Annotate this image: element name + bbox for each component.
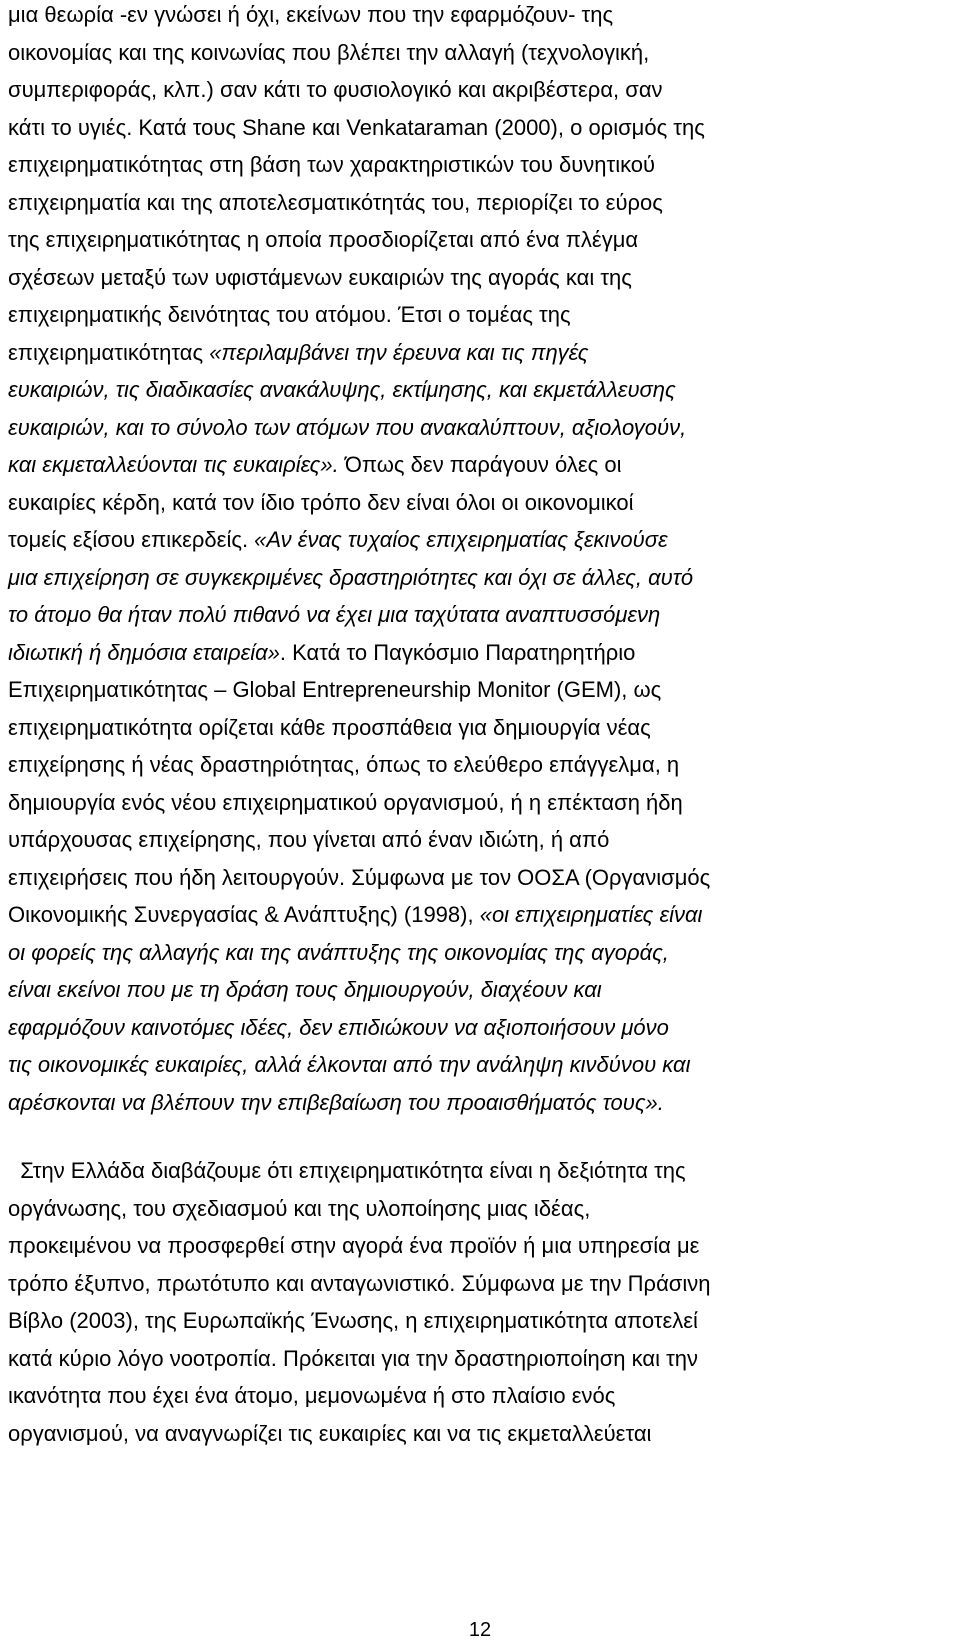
document-page (8, 0, 952, 1650)
text-run: επιχειρήσεις που ήδη λειτουργούν. Σύμφωνα με τον ΟΟΣΑ (Οργανισμός (8, 864, 711, 890)
text-run: επιχειρηματικότητα ορίζεται κάθε προσπάθεια για δημιουργία νέας (8, 714, 651, 740)
italic-text: «Αν ένας τυχαίος επιχειρηματίας ξεκινούσε (254, 527, 668, 552)
text-line (8, 827, 609, 853)
text-line (8, 2, 613, 28)
text-line (8, 452, 621, 478)
text-run: Βίβλο (2003), της Ευρωπαϊκής Ένωσης, η επιχειρηματικότητα αποτελεί (8, 1308, 698, 1333)
italic-text: και εκμεταλλεύονται τις ευκαιρίες». (8, 452, 339, 477)
text-run: υπάρχουσας επιχείρησης, που γίνεται από έναν ιδιώτη, ή από (8, 827, 610, 852)
text-line (8, 377, 676, 403)
italic-text: οι φορείς της αλλαγής και της ανάπτυξης της οικονομίας της αγοράς, (8, 939, 669, 965)
italic-text: αρέσκονται να βλέπουν την επιβεβαίωση του προαισθήματός τους». (8, 1089, 664, 1115)
text-line (8, 1233, 699, 1259)
text-line (8, 1090, 664, 1116)
text-run: οργάνωσης, του σχεδιασμού και της υλοποίησης μιας ιδέας, (8, 1195, 591, 1221)
text-run: Στην Ελλάδα διαβάζουμε ότι επιχειρηματικότητα είναι η δεξιότητα της (8, 1158, 686, 1183)
text-run: επιχείρησης ή νέας δραστηριότητας, όπως το ελεύθερο επάγγελμα, η (8, 752, 680, 777)
text-run: . Κατά το Παγκόσμιο Παρατηρητήριο (279, 639, 636, 665)
text-run: οργανισμού, να αναγνωρίζει τις ευκαιρίες και να τις εκμεταλλεύεται (8, 1420, 652, 1446)
text-run: Οικονομικής Συνεργασίας & Ανάπτυξης) (1998), (8, 902, 480, 927)
text-run: κάτι το υγιές. Κατά τους Shane και Venkataraman (2000), ο ορισμός της (8, 114, 705, 140)
page-number: 12 (468, 1619, 492, 1641)
text-run: τομείς εξίσου επικερδείς. (8, 527, 255, 552)
text-line (8, 602, 660, 628)
text-line (8, 227, 638, 253)
text-line (8, 77, 663, 103)
text-line (8, 490, 634, 516)
text-run: μια θεωρία -εν γνώσει ή όχι, εκείνων που την εφαρμόζουν- της (8, 2, 614, 27)
text-run: συμπεριφοράς, κλπ.) σαν κάτι το φυσιολογικό και ακριβέστερα, σαν (8, 77, 663, 102)
italic-text: ευκαιριών, και το σύνολο των ατόμων που ανακαλύπτουν, αξιολογούν, (8, 414, 687, 440)
italic-text: τις οικονομικές ευκαιρίες, αλλά έλκονται από την ανάληψη κινδύνου και (8, 1052, 691, 1077)
italic-text: το άτομο θα ήταν πολύ πιθανό να έχει μια ταχύτατα αναπτυσσόμενη (8, 602, 661, 627)
text-line (8, 752, 679, 778)
text-line (8, 865, 710, 891)
text-run: επιχειρηματικής δεινότητας του ατόμου. Έτσι ο τομέας της (8, 302, 571, 327)
text-line (8, 1421, 651, 1447)
text-line (8, 1271, 711, 1297)
italic-text: μια επιχείρηση σε συγκεκριμένες δραστηριότητες και όχι σε άλλες, αυτό (8, 564, 694, 590)
italic-text: εφαρμόζουν καινοτόμες ιδέες, δεν επιδιώκουν να αξιοποιήσουν μόνο (8, 1014, 669, 1040)
text-line (8, 265, 632, 291)
text-line (8, 565, 693, 591)
text-line (8, 415, 686, 441)
text-run: Όπως δεν παράγουν όλες οι (338, 452, 622, 477)
text-line (8, 1308, 698, 1334)
italic-text: είναι εκείνοι που με τη δράση τους δημιουργούν, διαχέουν και (8, 977, 602, 1002)
text-run: Επιχειρηματικότητας – Global Entrepreneurship Monitor (GEM), ως (8, 677, 662, 702)
text-run: ικανότητα που έχει ένα άτομο, μεμονωμένα ή στο πλαίσιο ενός (8, 1383, 616, 1408)
text-line (8, 1196, 590, 1222)
text-line (8, 115, 705, 141)
text-line (8, 302, 571, 328)
text-run: επιχειρηματικότητας (8, 339, 210, 365)
text-run: επιχειρηματία και της αποτελεσματικότητάς του, περιορίζει το εύρος (8, 189, 663, 215)
italic-text: ιδιωτική ή δημόσια εταιρεία» (8, 639, 280, 665)
text-line (8, 790, 683, 816)
text-line (8, 527, 668, 553)
text-line (8, 1015, 669, 1041)
text-run: της επιχειρηματικότητας η οποία προσδιορίζεται από ένα πλέγμα (8, 227, 639, 252)
text-run: οικονομίας και της κοινωνίας που βλέπει την αλλαγή (τεχνολογική, (8, 39, 650, 65)
text-run: επιχειρηματικότητας στη βάση των χαρακτηριστικών του δυνητικού (8, 152, 656, 177)
text-line (8, 1158, 686, 1184)
text-run: προκειμένου να προσφερθεί στην αγορά ένα προϊόν ή μια υπηρεσία με (8, 1233, 700, 1258)
text-line (8, 40, 649, 66)
text-run: δημιουργία ενός νέου επιχειρηματικού οργανισμού, ή η επέκταση ήδη (8, 789, 683, 815)
italic-text: «περιλαμβάνει την έρευνα και τις πηγές (209, 339, 589, 365)
text-run: κατά κύριο λόγο νοοτροπία. Πρόκειται για την δραστηριοποίηση και την (8, 1345, 699, 1371)
text-line (8, 1346, 698, 1372)
text-line (8, 340, 588, 366)
text-line (8, 977, 602, 1003)
text-run: τρόπο έξυπνο, πρωτότυπο και ανταγωνιστικό. Σύμφωνα με την Πράσινη (8, 1270, 711, 1296)
text-line (8, 677, 661, 703)
text-line (8, 152, 655, 178)
text-line (8, 190, 663, 216)
text-run: ευκαιρίες κέρδη, κατά τον ίδιο τρόπο δεν είναι όλοι οι οικονομικοί (8, 489, 634, 515)
text-line (8, 1052, 690, 1078)
text-line (8, 715, 651, 741)
text-line (8, 640, 635, 666)
italic-text: ευκαιριών, τις διαδικασίες ανακάλυψης, εκτίμησης, και εκμετάλλευσης (8, 377, 676, 402)
italic-text: «οι επιχειρηματίες είναι (479, 902, 703, 927)
text-line (8, 1383, 615, 1409)
text-line (8, 902, 702, 928)
text-run: σχέσεων μεταξύ των υφιστάμενων ευκαιριών της αγοράς και της (8, 264, 632, 290)
text-line (8, 940, 669, 966)
